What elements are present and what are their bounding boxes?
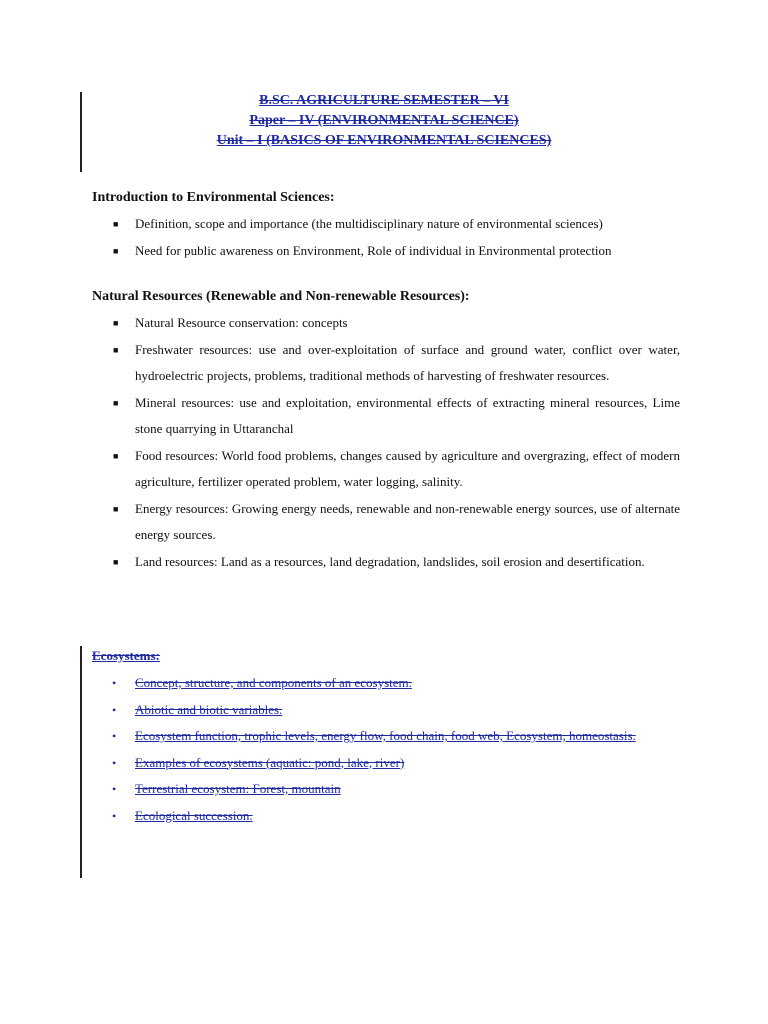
list-item-text: Food resources: World food problems, changes caused by agriculture and overgrazing, effect of modern agriculture, fertilizer operated problem, water logging, salinity.	[135, 447, 680, 489]
list-item	[92, 723, 680, 750]
list-item	[92, 390, 680, 443]
title-line-paper: Paper – IV (ENVIRONMENTAL SCIENCE)	[249, 113, 519, 128]
title-line-unit: Unit – I (BASICS OF ENVIRONMENTAL SCIENCES)	[216, 133, 552, 148]
change-bar-ecosystems	[80, 646, 82, 878]
list-item-text: Examples of ecosystems (aquatic: pond, lake, river)	[135, 754, 405, 770]
list-item	[92, 697, 680, 724]
round-bullet-icon: •	[112, 755, 117, 770]
square-bullet-icon: ■	[113, 344, 119, 355]
round-bullet-icon: •	[112, 782, 117, 796]
square-bullet-icon: ■	[113, 450, 119, 461]
section-heading: Ecosystems:	[92, 648, 160, 663]
section-ecosystems	[92, 646, 680, 829]
round-bullet-icon: •	[112, 702, 117, 717]
bullet-list	[92, 310, 680, 575]
list-item-text: Energy resources: Growing energy needs, renewable and non-renewable energy sources, use of alternate energy sources.	[135, 500, 680, 542]
title-line-semester: B.SC. AGRICULTURE SEMESTER – VI	[259, 93, 509, 108]
list-item-text: Land resources: Land as a resources, land degradation, landslides, soil erosion and desertification.	[135, 553, 645, 569]
list-item-text: Natural Resource conservation: concepts	[135, 315, 348, 330]
square-bullet-icon: ■	[113, 556, 119, 567]
list-item-text: Abiotic and biotic variables.	[135, 701, 283, 717]
bullet-list	[92, 670, 680, 829]
list-item	[92, 211, 680, 238]
square-bullet-icon: ■	[113, 397, 119, 408]
bullet-list	[92, 211, 680, 264]
list-item	[92, 337, 680, 390]
round-bullet-icon: •	[112, 676, 117, 690]
list-item	[92, 750, 680, 777]
list-item	[92, 803, 680, 830]
list-item-text: Concept, structure, and components of an ecosystem.	[135, 675, 412, 690]
list-item-text: Definition, scope and importance (the multidisciplinary nature of environmental sciences)	[135, 216, 603, 231]
section-heading: Natural Resources (Renewable and Non-renewable Resources):	[92, 289, 470, 304]
list-item	[92, 776, 680, 803]
section-heading: Introduction to Environmental Sciences:	[92, 190, 335, 205]
list-item	[92, 443, 680, 496]
list-item	[92, 238, 680, 265]
section-introduction	[92, 188, 680, 264]
square-bullet-icon: ■	[113, 503, 119, 514]
list-item	[92, 496, 680, 549]
list-item	[92, 310, 680, 337]
square-bullet-icon: ■	[113, 318, 119, 328]
list-item-text: Ecological succession.	[135, 807, 253, 823]
round-bullet-icon: •	[112, 729, 117, 743]
document-title	[0, 91, 768, 151]
list-item-text: Need for public awareness on Environment, Role of individual in Environmental protection	[135, 242, 612, 258]
list-item-text: Ecosystem function, trophic levels, energy flow, food chain, food web, Ecosystem, homeostasis.	[135, 728, 636, 743]
round-bullet-icon: •	[112, 808, 117, 823]
list-item-text: Mineral resources: use and exploitation, environmental effects of extracting mineral resources, Lime stone quarrying in Uttaranchal	[135, 394, 680, 436]
square-bullet-icon: ■	[113, 245, 119, 256]
list-item-text: Terrestrial ecosystem: Forest, mountain	[135, 781, 341, 796]
section-natural-resources	[92, 287, 680, 575]
list-item	[92, 670, 680, 697]
list-item	[92, 549, 680, 576]
list-item-text: Freshwater resources: use and over-exploitation of surface and ground water, conflict over water, hydroelectric projects, problems, traditional methods of harvesting of freshwater resources.	[135, 341, 680, 383]
square-bullet-icon: ■	[113, 219, 119, 229]
